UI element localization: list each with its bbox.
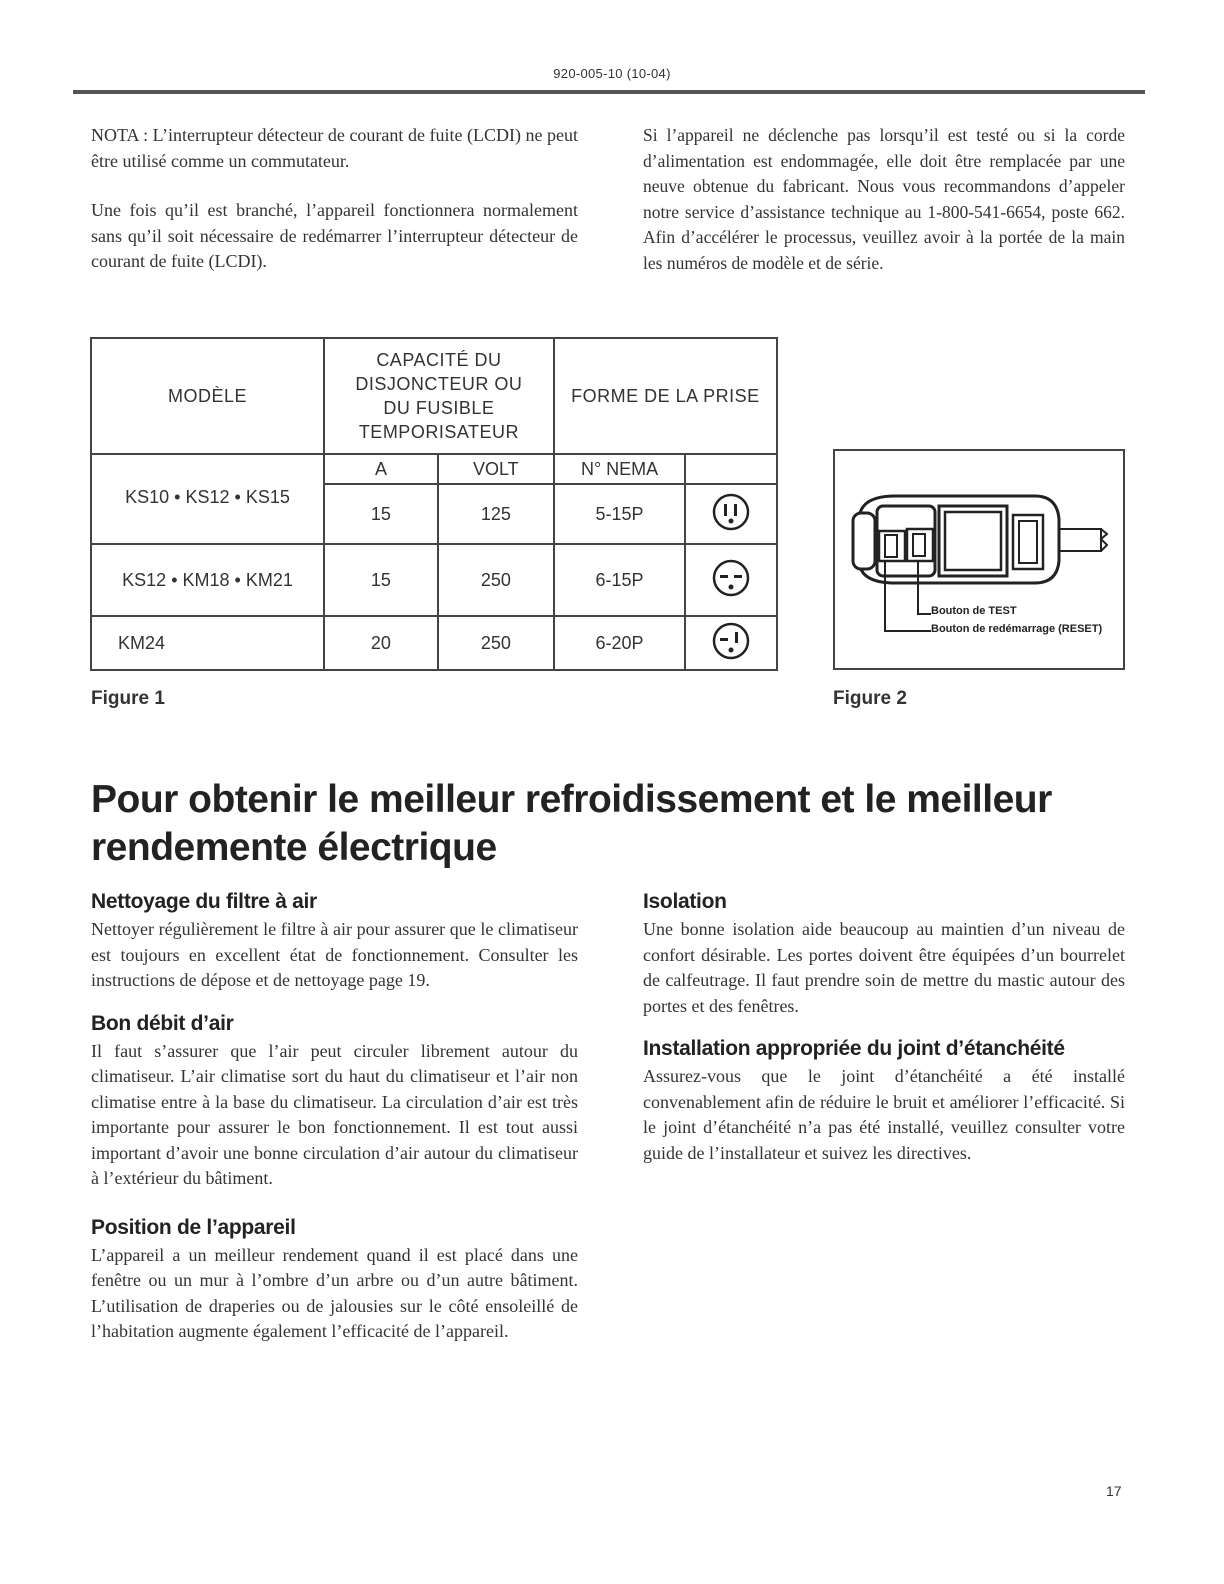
nema-cell: 5-15P <box>554 484 685 544</box>
nema-cell: 6-15P <box>554 544 685 616</box>
tips-right-column <box>643 890 1125 1166</box>
intro-right-column <box>643 123 1125 276</box>
volts-cell: 250 <box>438 616 554 670</box>
figure-2-box <box>833 449 1125 670</box>
subheader-volt: VOLT <box>438 454 554 484</box>
subheader-nema: N° NEMA <box>554 454 685 484</box>
airflow-text: Il faut s’assurer que l’air peut circuler librement autour du climatiseur. L’air climatise sort du haut du climatiseur et l’air non climatise entre à la base du climatiseur. La circulation d’air est très importante pour assurer le bon fonctionnement. Il est tout aussi important d’avoir une bonne circulation d’air autour du climatiseur à l’extérieur du bâtiment. <box>91 1040 578 1188</box>
table-row <box>91 616 777 670</box>
lcdi-operation-text: Une fois qu’il est branché, l’appareil fonctionnera normalement sans qu’il soit nécessaire de redémarrer l’interrupteur détecteur de courant de fuite (LCDI). <box>91 200 578 271</box>
plug-6-15p-icon <box>711 558 751 598</box>
isolation-text: Une bonne isolation aide beaucoup au maintien d’un niveau de confort désirable. Les portes doivent être équipées d’un bourrelet de calfeutrage. Il faut prendre soin de mettre du mastic autour des portes et des fenêtres. <box>643 919 1125 1016</box>
document-number: 920-005-10 (10-04) <box>553 66 671 81</box>
header-rule <box>73 90 1145 94</box>
lcdi-note: NOTA : L’interrupteur détecteur de courant de fuite (LCDI) ne peut être utilisé comme un commutateur. <box>91 125 578 171</box>
subheader-blank <box>685 454 777 484</box>
plug-cell <box>685 616 777 670</box>
figure-2-label: Figure 2 <box>833 688 907 709</box>
volts-cell: 125 <box>438 484 554 544</box>
position-heading: Position de l’appareil <box>91 1215 296 1239</box>
isolation-heading: Isolation <box>643 890 727 913</box>
figure-1-label: Figure 1 <box>91 688 165 709</box>
reset-button-label: Bouton de redémarrage (RESET) <box>931 623 1103 635</box>
volts-cell: 250 <box>438 544 554 616</box>
test-button-label: Bouton de TEST <box>931 605 1017 617</box>
subheader-amps: A <box>324 454 438 484</box>
filter-heading: Nettoyage du filtre à air <box>91 890 317 913</box>
tips-left-column <box>91 890 578 1345</box>
nema-cell: 6-20P <box>554 616 685 670</box>
intro-left-column <box>91 123 578 275</box>
seal-heading: Installation appropriée du joint d’étanchéité <box>643 1037 1065 1060</box>
plug-6-20p-icon <box>711 621 751 661</box>
plug-5-15p-icon <box>711 492 751 532</box>
plug-cell <box>685 544 777 616</box>
model-cell: KS12 • KM18 • KM21 <box>91 544 324 616</box>
seal-text: Assurez-vous que le joint d’étanchéité a été installé convenablement afin de réduire le bruit et améliorer l’efficacité. Si le joint d’étanchéité n’a pas été installé, veuillez consulter votre guide de l’installateur et suivez les directives. <box>643 1066 1125 1163</box>
filter-text: Nettoyer régulièrement le filtre à air pour assurer que le climatiseur est toujours en excellent état de fonctionnement. Consulter les instructions de dépose et de nettoyage page 19. <box>91 919 578 990</box>
header-capacity: CAPACITÉ DU DISJONCTEUR OU DU FUSIBLE TEMPORISATEUR <box>324 338 554 454</box>
model-cell: KS10 • KS12 • KS15 <box>91 454 324 544</box>
lcdi-plug-illustration <box>835 451 1123 668</box>
model-cell: KM24 <box>91 616 324 670</box>
cord-replacement-text: Si l’appareil ne déclenche pas lorsqu’il est testé ou si la corde d’alimentation est endommagée, elle doit être remplacée par une neuve obtenue du fabricant. Nous vous recommandons d’appeler notre service d’assistance technique au 1-800-541-6654, poste 662. Afin d’accélérer le processus, veuillez avoir à la portée de la main les numéros de modèle et de série. <box>643 125 1125 273</box>
airflow-heading: Bon débit d’air <box>91 1011 234 1035</box>
amps-cell: 15 <box>324 484 438 544</box>
page-number: 17 <box>1106 1483 1122 1499</box>
table-row <box>91 544 777 616</box>
amps-cell: 15 <box>324 544 438 616</box>
position-text: L’appareil a un meilleur rendement quand il est placé dans une fenêtre ou un mur à l’ombre d’un arbre ou d’un autre bâtiment. L’utilisation de draperies ou de jalousies sur le côté ensoleillé de l’habitation augmente également l’efficacité de l’appareil. <box>91 1244 578 1341</box>
header-model: MODÈLE <box>91 338 324 454</box>
header-plug-shape: FORME DE LA PRISE <box>554 338 777 454</box>
amps-cell: 20 <box>324 616 438 670</box>
section-title: Pour obtenir le meilleur refroidissement et le meilleur rendemente électrique <box>91 778 1052 869</box>
plug-cell <box>685 484 777 544</box>
electrical-spec-table <box>90 337 778 671</box>
